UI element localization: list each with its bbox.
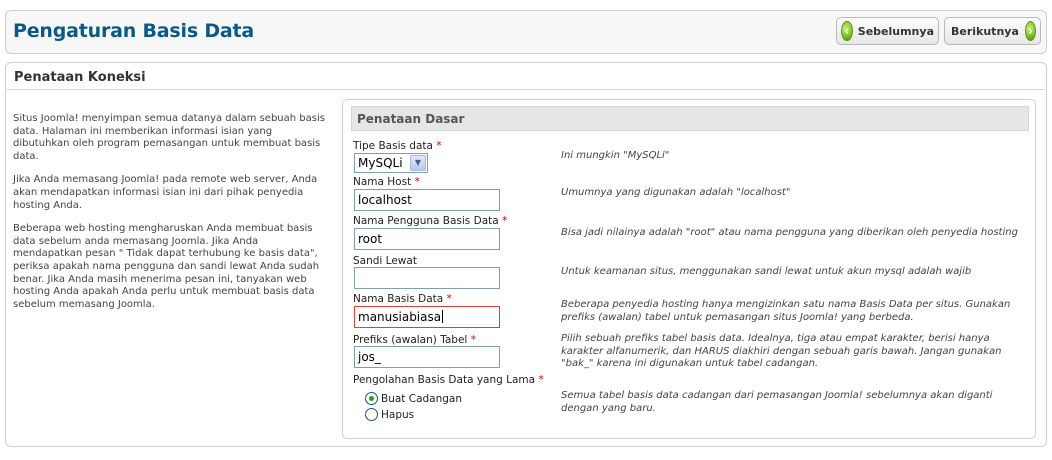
basic-settings-title: Penataan Dasar — [351, 106, 1029, 131]
db-type-hint: Ini mungkin "MySQLi" — [561, 150, 670, 161]
radio-selected-icon[interactable] — [365, 392, 378, 405]
db-name-input[interactable] — [354, 306, 500, 328]
old-db-option-label: Buat Cadangan — [381, 392, 463, 405]
prefix-hint: Pilih sebuah prefiks tabel basis data. Idealnya, tiga atau empat karakter, berisi hanya karakter alfanumerik, dan HARUS diakhiri dengan sebuah garis bawah. Jangan gunakan "bak_" karena ini digunakan untuk tabel cadangan. — [561, 333, 1002, 369]
next-button[interactable] — [944, 17, 1041, 45]
password-hint: Untuk keamanan situs, menggunakan sandi lewat untuk akun mysql adalah wajib — [561, 266, 972, 277]
text-caret — [442, 310, 443, 323]
db-name-label: Nama Basis Data * — [353, 293, 452, 305]
db-user-input[interactable]: root — [354, 228, 500, 250]
db-type-value: MySQLi — [358, 156, 403, 170]
intro-paragraph: Beberapa web hosting mengharuskan Anda membuat basis data sebelum anda memasang Joomla. Jika Anda mendapatkan pesan " Tidak dapat terhubung ke basis data", periksa apakah nama pengguna dan sandi lewat Anda sudah benar. Jika Anda masih menerima pesan ini, tanyakan web hosting Anda apakah Anda perlu untuk membuat basis data sebelum memasang Joomla. — [13, 223, 320, 310]
arrow-right-icon: › — [1025, 21, 1036, 41]
db-name-value: manusiabiasa — [358, 310, 442, 324]
radio-empty-icon[interactable] — [365, 408, 378, 421]
connection-settings-panel — [5, 62, 1047, 447]
old-db-label: Pengolahan Basis Data yang Lama * — [353, 374, 544, 386]
old-db-hint: Semua tabel basis data cadangan dari pemasangan Joomla! sebelumnya akan diganti dengan yang baru. — [561, 390, 993, 414]
page-header — [5, 10, 1047, 54]
prefix-input[interactable]: jos_ — [354, 346, 500, 368]
db-user-hint: Bisa jadi nilainya adalah "root" atau nama pengguna yang diberikan oleh penyedia hosting — [561, 227, 1018, 238]
previous-button-label: Sebelumnya — [857, 24, 934, 38]
intro-paragraph: Situs Joomla! menyimpan semua datanya dalam sebuah basis data. Halaman ini memberikan informasi isian yang dibutuhkan oleh program pemasangan untuk membuat basis data. — [13, 113, 325, 162]
previous-button[interactable] — [836, 17, 939, 45]
prefix-label: Prefiks (awalan) Tabel * — [353, 334, 476, 346]
password-label: Sandi Lewat — [353, 255, 417, 267]
next-button-label: Berikutnya — [951, 24, 1019, 38]
db-type-select[interactable] — [354, 153, 428, 173]
host-hint: Umumnya yang digunakan adalah "localhost" — [561, 187, 791, 198]
host-input[interactable]: localhost — [354, 189, 500, 211]
old-db-option-backup[interactable] — [365, 392, 462, 405]
host-label: Nama Host * — [353, 176, 420, 188]
arrow-left-icon: ‹ — [841, 21, 853, 41]
db-name-hint: Beberapa penyedia hosting hanya mengizinkan satu nama Basis Data per situs. Gunakan prefiks (awalan) tabel untuk pemasangan situs Joomla! yang berbeda. — [561, 299, 1011, 323]
panel-divider — [7, 89, 1045, 90]
old-db-option-label: Hapus — [381, 408, 415, 421]
page-title: Pengaturan Basis Data — [13, 20, 255, 42]
old-db-option-delete[interactable] — [365, 408, 414, 421]
intro-paragraph: Jika Anda memasang Joomla! pada remote web server, Anda akan mendapatkan informasi isian ini dari pihak penyedia hosting Anda. — [13, 174, 318, 211]
db-user-label: Nama Pengguna Basis Data * — [353, 215, 508, 227]
basic-settings-box — [342, 99, 1036, 439]
panel-title: Penataan Koneksi — [14, 70, 146, 85]
password-input[interactable] — [354, 267, 500, 289]
intro-text — [13, 113, 325, 322]
db-type-label: Tipe Basis data * — [353, 140, 442, 152]
chevron-down-icon[interactable]: ▼ — [410, 155, 426, 171]
